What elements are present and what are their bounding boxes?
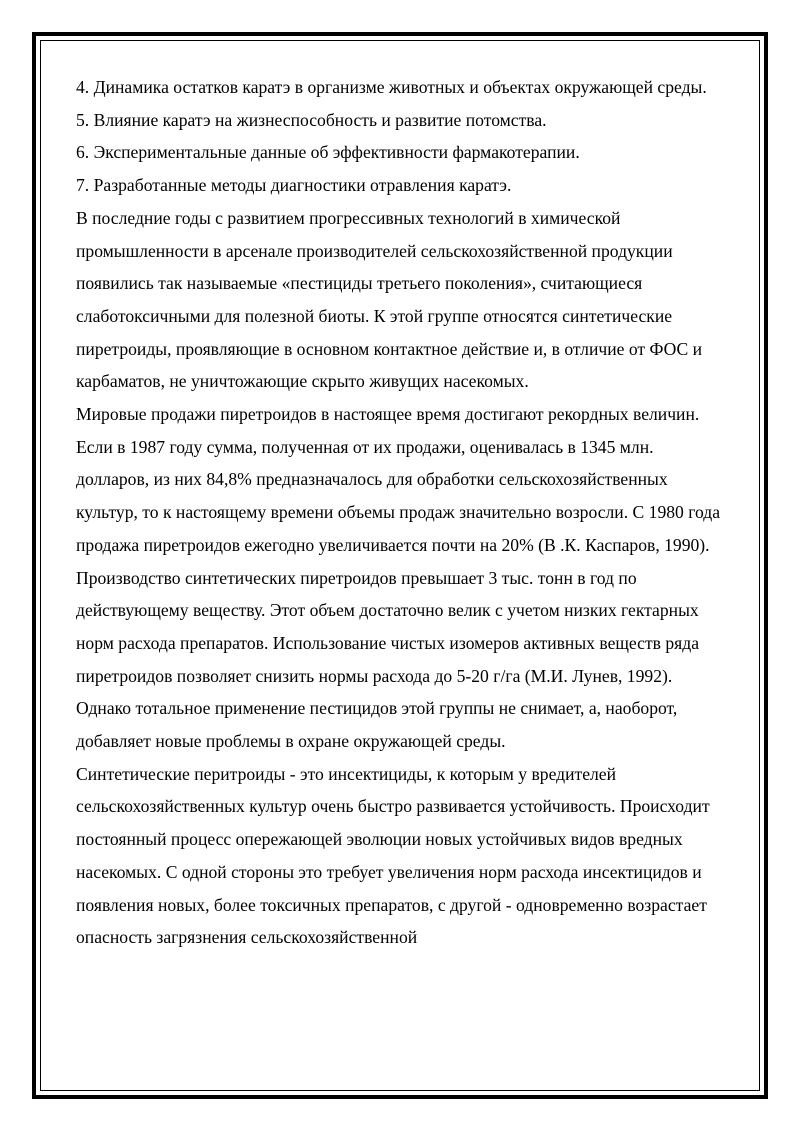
paragraph-world-sales: Мировые продажи пиретроидов в настоящее время достигают рекордных величин. Если в 1987 году сумма, полученная от их продажи, оценивалась в 1345 млн. долларов, из них 84,8% предназначалось для обработки сельскохозяйственных культур, то к настоящему времени объемы продаж значительно возросли. С 1980 года продажа пиретроидов ежегодно увеличивается почти на 20% (В .К. Каспаров, 1990). Производство синтетических пиретроидов превышает 3 тыс. тонн в год по действующему веществу. Этот объем достаточно велик с учетом низких гектарных норм расхода препаратов. Использование чистых изомеров активных веществ ряда пиретроидов позволяет снизить нормы расхода до 5-20 г/га (М.И. Лунев, 1992). Однако тотальное применение пестицидов этой группы не снимает, а, наоборот, добавляет новые проблемы в охране окружающей среды. bbox=[76, 404, 721, 752]
document-body bbox=[76, 71, 726, 954]
list-item-5: 5. Влияние каратэ на жизнеспособность и развитие потомства. bbox=[76, 109, 547, 130]
list-item-4: 4. Динамика остатков каратэ в организме животных и объектах окружающей среды. bbox=[76, 77, 707, 97]
list-item-6: 6. Экспериментальные данные об эффективности фармакотерапии. bbox=[76, 142, 580, 163]
paragraph-resistance: Синтетические перитроиды - это инсектициды, к которым у вредителей сельскохозяйственных культур очень быстро развивается устойчивость. Происходит постоянный процесс опережающей эволюции новых устойчивых видов вредных насекомых. С одной стороны это требует увеличения норм расхода инсектицидов и появления новых, более токсичных препаратов, с другой - одновременно возрастает опасность загрязнения сельскохозяйственной bbox=[76, 763, 710, 948]
list-item-7: 7. Разработанные методы диагностики отравления каратэ. bbox=[76, 175, 512, 196]
paragraph-pyrethroids-intro: В последние годы с развитием прогрессивных технологий в химической промышленности в арсенале производителей сельскохозяйственной продукции появились так называемые «пестициды третьего поколения», считающиеся слаботоксичными для полезной биоты. К этой группе относятся синтетические пиретроиды, проявляющие в основном контактное действие и, в отличие от ФОС и карбаматов, не уничтожающие скрыто живущих насекомых. bbox=[76, 207, 703, 392]
